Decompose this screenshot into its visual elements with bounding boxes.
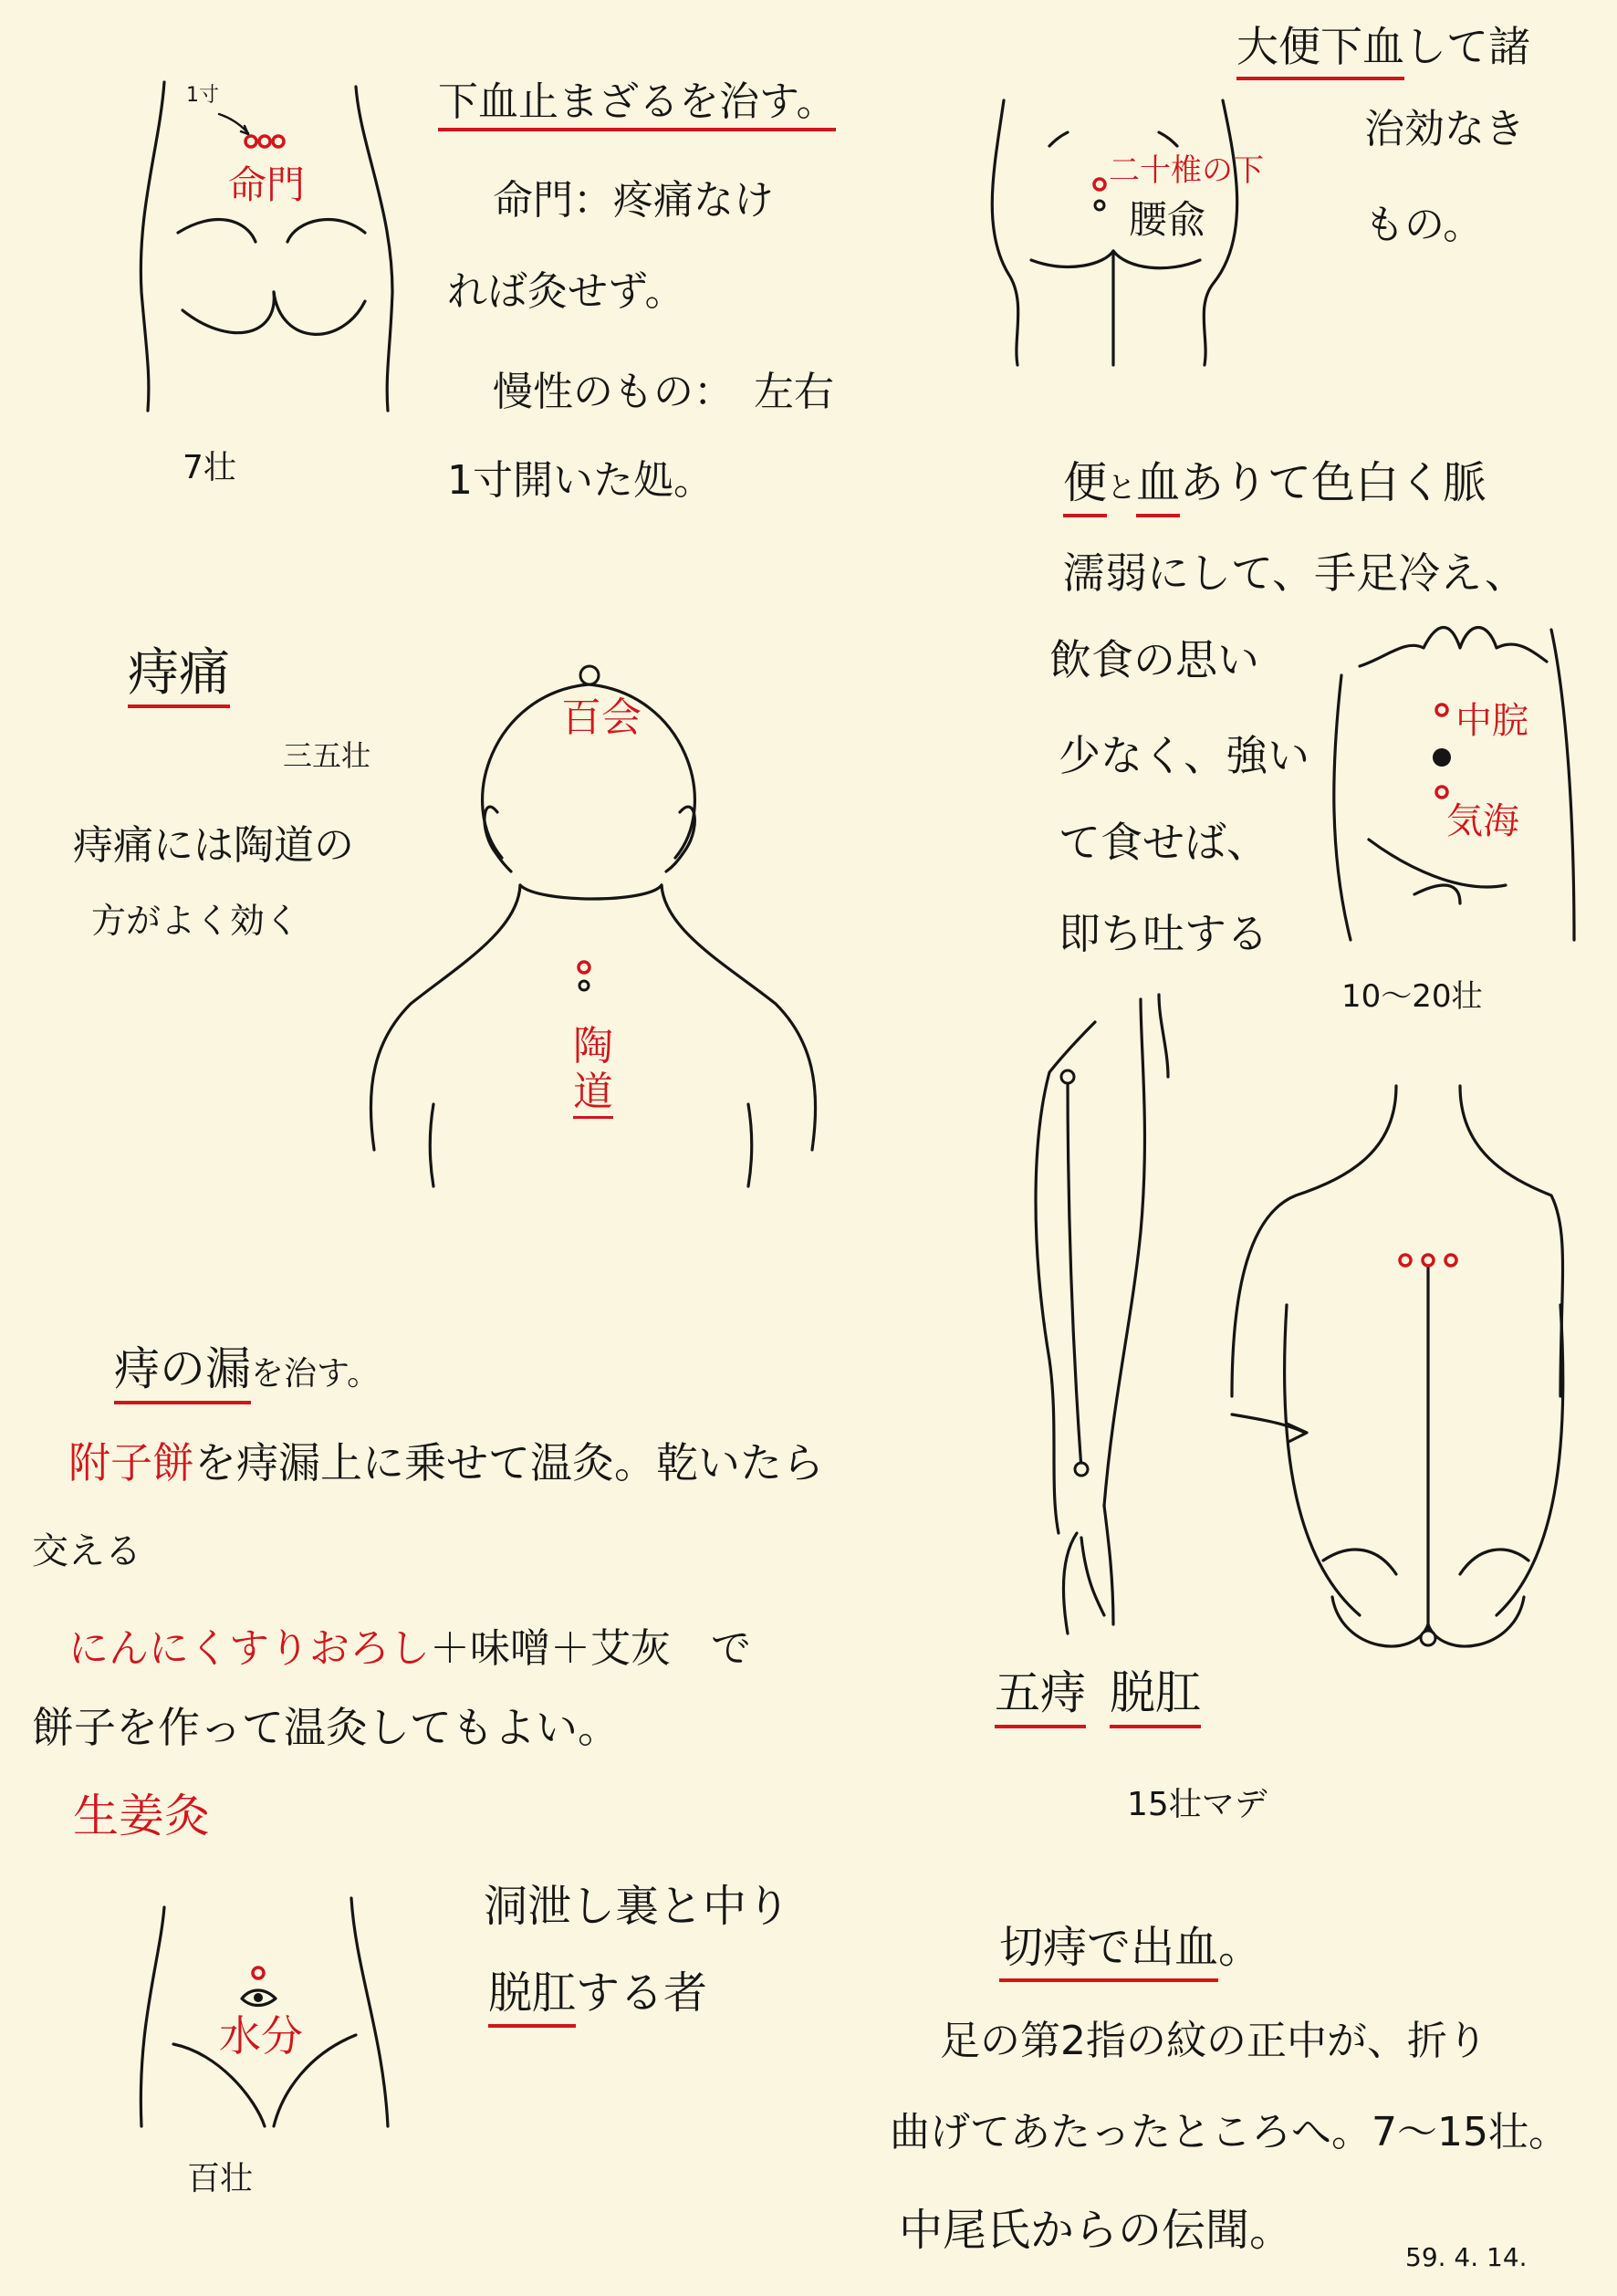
section4-title-2: と <box>1107 470 1137 505</box>
section4-line-5: 即ち吐する <box>1059 909 1268 958</box>
section3-line-1: 痔痛には陶道の <box>73 822 354 869</box>
section6-count: 15壮マデ <box>1127 1786 1268 1823</box>
section8-title <box>999 1922 1263 1973</box>
section8-date: 59. 4. 14. <box>1405 2242 1528 2272</box>
section5-title-underlined: 痔の漏 <box>114 1342 251 1404</box>
section4-point-2: 気海 <box>1446 800 1519 842</box>
section2-line-2: もの。 <box>1364 202 1484 248</box>
section5-title <box>114 1342 381 1395</box>
section4-point-1: 中脘 <box>1455 700 1528 742</box>
abdomen-figure <box>1323 621 1597 949</box>
section1-count: 7壮 <box>183 449 236 486</box>
section8-title-rest: 。 <box>1218 1922 1263 1973</box>
section1-point-label: 命門 <box>228 162 306 207</box>
section5-title-rest: を治す。 <box>251 1355 381 1393</box>
section7-count: 百壮 <box>187 2160 254 2197</box>
section3-title: 痔痛 <box>128 648 230 708</box>
section4-title-1: 便 <box>1063 457 1107 517</box>
section1-small-label: 1寸 <box>186 84 219 107</box>
section5-line-4: 餅子を作って温灸してもよい。 <box>32 1703 620 1752</box>
section5-line-3-red: にんにくすりおろし <box>68 1625 430 1672</box>
arm-and-back-figure <box>1013 995 1579 1706</box>
section4-title <box>1063 457 1487 508</box>
section8-line-1: 足の第2指の紋の正中が、折り <box>940 2018 1487 2064</box>
section2-title-underlined: 大便下血 <box>1236 22 1404 80</box>
section8-title-underlined: 切痔で出血 <box>999 1922 1218 1982</box>
section3-point-top: 百会 <box>561 694 642 741</box>
section1-line-2: れば灸せず。 <box>447 268 685 315</box>
section3-point-bottom-1: 陶 <box>573 1023 613 1070</box>
section2-title-rest: して諸 <box>1404 22 1530 71</box>
section1-line-4: 1寸開いた処。 <box>447 457 714 504</box>
section5-line-3 <box>68 1625 751 1672</box>
section2-title <box>1236 22 1530 71</box>
section7-line-2-underlined: 脱肛 <box>488 1967 576 2028</box>
section3-count: 三五壮 <box>283 738 371 773</box>
section8-line-3: 中尾氏からの伝聞。 <box>899 2205 1294 2256</box>
section4-line-1: 濡弱にして、手足冷え、 <box>1063 548 1527 598</box>
section6-title <box>995 1666 1201 1719</box>
lower-abdomen-figure <box>128 1871 402 2135</box>
section1-title: 下血止まざるを治す。 <box>438 82 836 131</box>
section4-title-3: 血 <box>1136 457 1180 517</box>
section7-line-1: 洞泄し裏と中り <box>484 1881 791 1932</box>
section6-title-2: 脱肛 <box>1110 1666 1201 1728</box>
section2-point-label-1: 二十椎の下 <box>1109 152 1264 189</box>
section4-line-4: て食せば、 <box>1059 818 1268 867</box>
section2-line-1: 治効なき <box>1364 106 1525 152</box>
section5-line-5: 生姜灸 <box>73 1790 210 1842</box>
section3-line-2: 方がよく効く <box>91 901 300 941</box>
section4-title-rest: ありて色白く脈 <box>1180 457 1487 508</box>
section5-line-2: 交える <box>32 1530 141 1572</box>
lower-back-figure-2 <box>976 91 1268 374</box>
section7-line-2-rest: する者 <box>576 1967 708 2019</box>
section4-line-2: 飲食の思い <box>1049 635 1259 684</box>
section7-point: 水分 <box>219 2011 303 2061</box>
section4-line-3: 少なく、強い <box>1059 731 1310 780</box>
section5-line-3-rest: ＋味噌＋艾灰 で <box>430 1625 751 1672</box>
lower-back-figure <box>128 73 420 420</box>
section3-point-bottom-2: 道 <box>573 1072 613 1119</box>
section5-line-1-red: 附子餅 <box>68 1438 194 1487</box>
section1-line-1: 命門：疼痛なけ <box>493 177 774 224</box>
section4-count: 10～20壮 <box>1341 978 1483 1015</box>
section1-line-3: 慢性のもの： 左右 <box>493 369 834 415</box>
section5-line-1-rest: を痔漏上に乗せて温灸。乾いたら <box>194 1438 824 1487</box>
section8-line-2: 曲げてあたったところへ。7～15壮。 <box>890 2109 1569 2155</box>
section2-point-label-2: 腰兪 <box>1129 197 1206 242</box>
section5-line-1 <box>68 1438 824 1487</box>
section6-title-1: 五痔 <box>995 1666 1086 1728</box>
section7-line-2 <box>488 1967 708 2019</box>
